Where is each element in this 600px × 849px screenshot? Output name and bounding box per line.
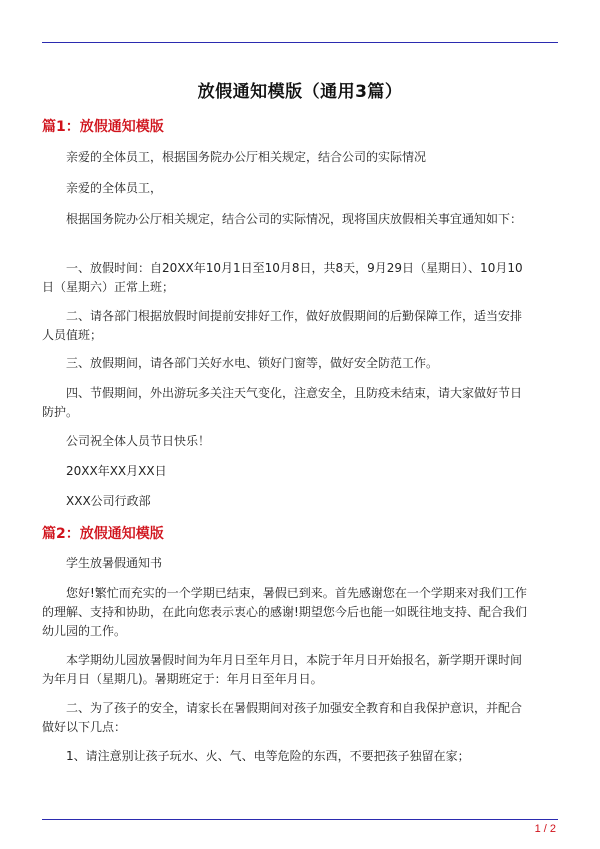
section-1-date: 20XX年XX月XX日 bbox=[66, 464, 167, 478]
section-1-paragraph-8: 公司祝全体人员节日快乐！ bbox=[66, 434, 211, 448]
section-1-paragraph-4: 一、放假时间：自20XX年10月1日至10月8日，共8天，9月29日（星期日）、10月10日（星期六）正常上班； bbox=[42, 261, 523, 294]
section-1-paragraph-2: 亲爱的全体员工， bbox=[66, 181, 163, 195]
section-2-paragraph-5: 1、请注意别让孩子玩水、火、气、电等危险的东西，不要把孩子独留在家； bbox=[66, 749, 470, 763]
footer-rule bbox=[42, 819, 558, 820]
section-1-paragraph-6: 三、放假期间，请各部门关好水电、锁好门窗等，做好安全防范工作。 bbox=[66, 356, 439, 370]
section-1-heading: 篇1：放假通知模版 bbox=[42, 119, 164, 135]
section-2-paragraph-2: 您好!繁忙而充实的一个学期已结束，暑假已到来。首先感谢您在一个学期来对我们工作的理解、支持和协助，在此向您表示衷心的感谢!期望您今后也能一如既往地支持、配合我们幼儿园的工作。 bbox=[42, 586, 527, 638]
section-2-paragraph-3: 本学期幼儿园放暑假时间为年月日至年月日，本院于年月日开始报名，新学期开课时间为年月日（星期几)。暑期班定于：年月日至年月日。 bbox=[42, 653, 523, 686]
page-number: 1 / 2 bbox=[534, 823, 556, 835]
section-1-paragraph-3: 根据国务院办公厅相关规定，结合公司的实际情况，现将国庆放假相关事宜通知如下： bbox=[66, 212, 523, 226]
section-1-signature: XXX公司行政部 bbox=[66, 494, 151, 508]
section-2-heading: 篇2：放假通知模版 bbox=[42, 526, 164, 542]
section-1-paragraph-5: 二、请各部门根据放假时间提前安排好工作，做好放假期间的后勤保障工作，适当安排人员值班； bbox=[42, 309, 523, 342]
section-1-paragraph-1: 亲爱的全体员工，根据国务院办公厅相关规定，结合公司的实际情况 bbox=[66, 150, 427, 164]
header-rule bbox=[42, 42, 558, 43]
section-2-paragraph-1: 学生放暑假通知书 bbox=[66, 556, 163, 570]
document-title: 放假通知模版（通用3篇） bbox=[197, 82, 403, 102]
section-2-paragraph-4: 二、为了孩子的安全，请家长在暑假期间对孩子加强安全教育和自我保护意识，并配合做好以下几点： bbox=[42, 701, 523, 734]
section-1-paragraph-7: 四、节假期间，外出游玩多关注天气变化，注意安全，且防疫未结束，请大家做好节日防护。 bbox=[42, 386, 523, 419]
